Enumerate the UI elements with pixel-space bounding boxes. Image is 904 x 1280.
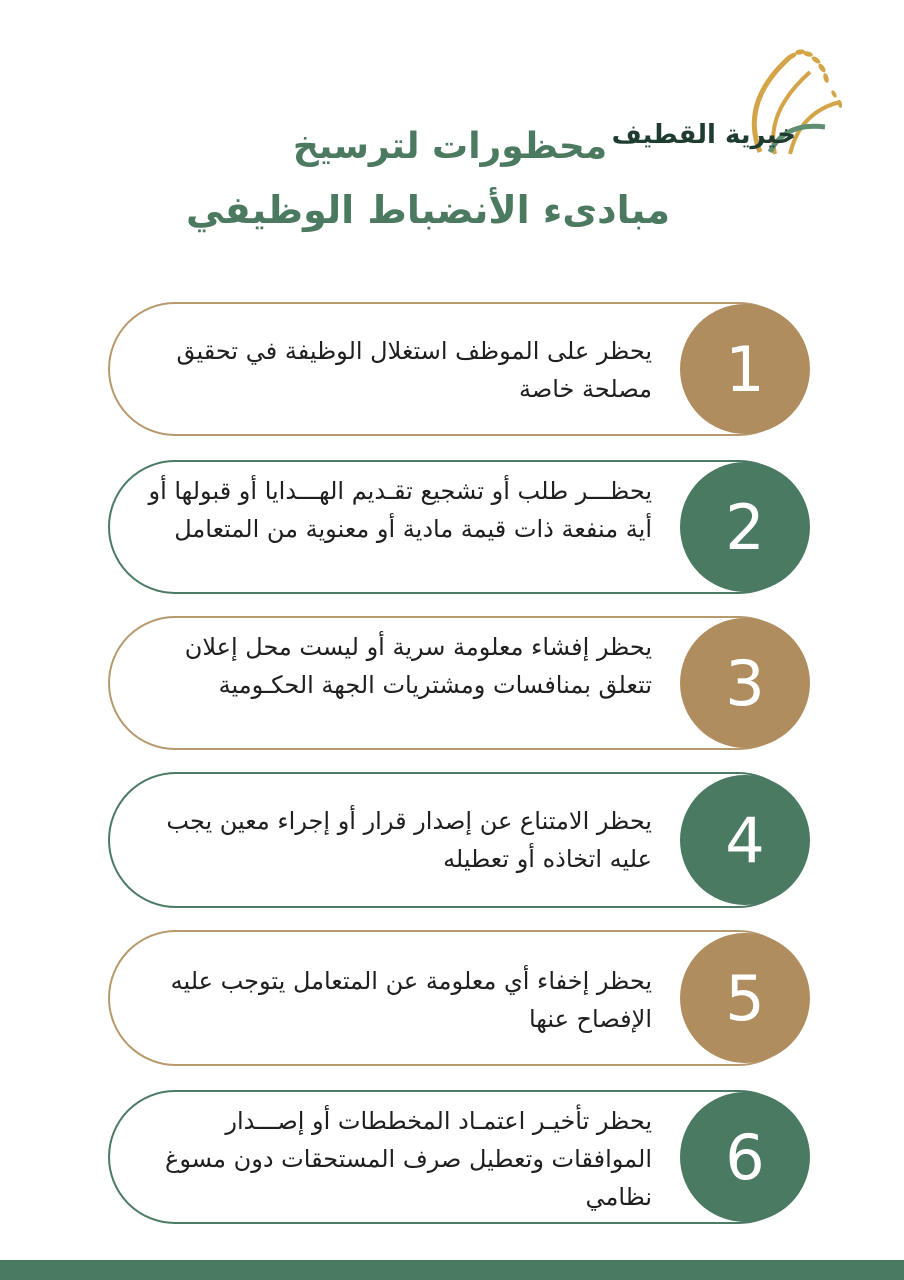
list-item xyxy=(108,772,806,908)
logo-text: خيرية القطيف xyxy=(611,120,796,150)
page-title-line-1: محظورات لترسيخ xyxy=(292,126,608,167)
item-number-badge: 2 xyxy=(680,462,810,592)
item-text: يحظر تأخيـر اعتمـاد المخططات أو إصـــدار الموافقات وتعطيل صرف المستحقات دون مسوغ نظامي xyxy=(165,1107,652,1211)
item-text: يحظر إفشاء معلومة سرية أو ليست محل إعلان تتعلق بمنافسات ومشتريات الجهة الحكـومية xyxy=(184,633,652,699)
list-item xyxy=(108,1090,806,1224)
item-number-badge: 4 xyxy=(680,775,810,905)
item-text: يحظـــر طلب أو تشجيع تقـديم الهـــدايا أو قبولها أو أية منفعة ذات قيمة مادية أو معنوية من المتعامل xyxy=(148,477,652,543)
item-text: يحظر الامتناع عن إصدار قرار أو إجراء معين يجب عليه اتخاذه أو تعطيله xyxy=(166,807,652,873)
list-item xyxy=(108,302,806,436)
organization-logo xyxy=(611,42,860,162)
item-text: يحظر على الموظف استغلال الوظيفة في تحقيق مصلحة خاصة xyxy=(176,337,652,403)
page-title-line-2: مبادىء الأنضباط الوظيفي xyxy=(185,188,670,232)
item-number-badge: 5 xyxy=(680,933,810,1063)
list-item xyxy=(108,460,806,594)
item-text: يحظر إخفاء أي معلومة عن المتعامل يتوجب عليه الإفصاح عنها xyxy=(170,967,652,1033)
footer-bar xyxy=(0,1260,904,1280)
item-number-badge: 6 xyxy=(680,1092,810,1222)
item-number-badge: 1 xyxy=(680,304,810,434)
list-item xyxy=(108,616,806,750)
item-number-badge: 3 xyxy=(680,618,810,748)
list-item xyxy=(108,930,806,1066)
